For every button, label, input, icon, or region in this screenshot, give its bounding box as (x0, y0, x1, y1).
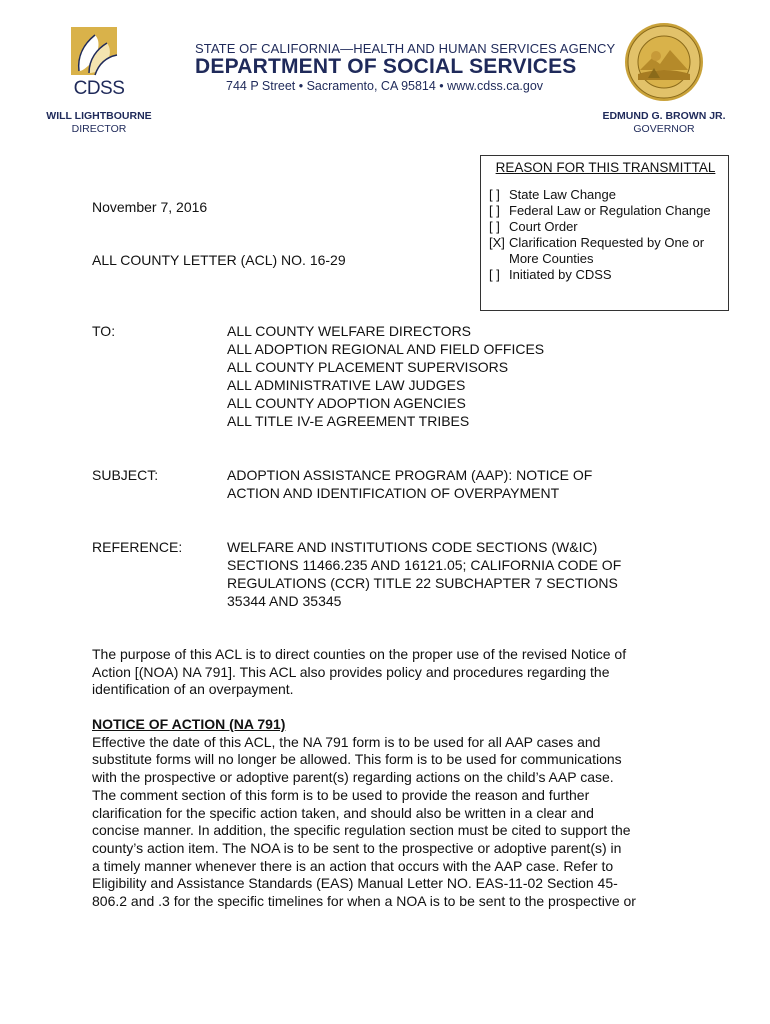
paragraph-line: 806.2 and .3 for the specific timelines for when a NOA is to be sent to the prospective or (92, 893, 636, 910)
to-label: TO: (92, 323, 116, 339)
department-address: 744 P Street • Sacramento, CA 95814 • www.cdss.ca.gov (226, 79, 544, 93)
to-recipients (227, 322, 544, 430)
transmittal-item-label: State Law Change (509, 187, 616, 202)
governor-title: GOVERNOR (633, 123, 695, 135)
paragraph-line: identification of an overpayment. (92, 681, 294, 698)
reference-line: WELFARE AND INSTITUTIONS CODE SECTIONS (W&IC) (227, 539, 598, 555)
checkbox-initiated-cdss: [ ] (489, 267, 500, 282)
notice-section (92, 716, 688, 911)
cdss-figures-icon (65, 25, 133, 77)
reference-text (227, 538, 621, 610)
transmittal-item (489, 219, 722, 235)
recipient-line: ALL ADOPTION REGIONAL AND FIELD OFFICES (227, 341, 545, 357)
paragraph-line: with the prospective or adoptive parent(s) regarding actions on the child’s AAP case. (92, 769, 614, 786)
paragraph-line: The purpose of this ACL is to direct counties on the proper use of the revised Notice of (92, 646, 627, 662)
paragraph-line: Eligibility and Assistance Standards (EAS) Manual Letter NO. EAS-11-02 Section 45- (92, 875, 618, 892)
paragraph-line: The comment section of this form is to be used to provide the reason and further (92, 786, 590, 803)
subject-line: ACTION AND IDENTIFICATION OF OVERPAYMENT (227, 485, 560, 501)
reference-label: REFERENCE: (92, 539, 183, 555)
transmittal-item (489, 267, 722, 283)
california-seal-icon (624, 22, 704, 102)
director-block (44, 110, 154, 136)
recipient-line: ALL TITLE IV-E AGREEMENT TRIBES (227, 413, 470, 429)
checkbox-state-law: [ ] (489, 187, 500, 202)
transmittal-item-label: Court Order (509, 219, 578, 234)
recipient-line: ALL COUNTY PLACEMENT SUPERVISORS (227, 359, 509, 375)
agency-name: STATE OF CALIFORNIA—HEALTH AND HUMAN SERVICES AGENCY (195, 41, 616, 56)
transmittal-item (489, 187, 722, 203)
paragraph-line: Action [(NOA) NA 791]. This ACL also provides policy and procedures regarding the (92, 663, 610, 680)
paragraph-line: concise manner. In addition, the specific regulation section must be cited to support the (92, 822, 631, 839)
subject-line: ADOPTION ASSISTANCE PROGRAM (AAP): NOTICE OF (227, 467, 593, 483)
checkbox-clarification: [X] (489, 235, 505, 250)
paragraph-line: a timely manner whenever there is an action that occurs with the AAP case. Refer to (92, 857, 614, 874)
acl-number: ALL COUNTY LETTER (ACL) NO. 16-29 (92, 252, 346, 268)
reference-line: 35344 AND 35345 (227, 593, 342, 609)
paragraph-line: Effective the date of this ACL, the NA 791 form is to be used for all AAP cases and (92, 733, 601, 750)
logo-text: CDSS (73, 78, 125, 99)
department-name: DEPARTMENT OF SOCIAL SERVICES (195, 55, 577, 78)
checkbox-federal-law: [ ] (489, 203, 500, 218)
governor-block (600, 110, 728, 136)
reference-line: REGULATIONS (CCR) TITLE 22 SUBCHAPTER 7 SECTIONS (227, 575, 618, 591)
transmittal-item (489, 235, 722, 267)
checkbox-court-order: [ ] (489, 219, 500, 234)
subject-label: SUBJECT: (92, 467, 159, 483)
transmittal-item-label: Clarification Requested by One or More Counties (509, 235, 705, 266)
paragraph-line: substitute forms will no longer be allowed. This form is to be used for communications (92, 751, 622, 768)
transmittal-item (489, 203, 722, 219)
director-name: WILL LIGHTBOURNE (46, 110, 152, 122)
recipient-line: ALL COUNTY WELFARE DIRECTORS (227, 323, 472, 339)
letter-date: November 7, 2016 (92, 199, 208, 215)
transmittal-item-label: Initiated by CDSS (509, 267, 612, 282)
transmittal-box (480, 155, 729, 311)
transmittal-title: REASON FOR THIS TRANSMITTAL (495, 160, 716, 175)
recipient-line: ALL ADMINISTRATIVE LAW JUDGES (227, 377, 466, 393)
purpose-paragraph (92, 646, 688, 699)
paragraph-line: clarification for the specific action taken, and should also be written in a clear and (92, 804, 594, 821)
reference-line: SECTIONS 11466.235 AND 16121.05; CALIFORNIA CODE OF (227, 557, 622, 573)
paragraph-line: county’s action item. The NOA is to be sent to the prospective or adoptive parent(s) in (92, 839, 622, 856)
transmittal-item-label: Federal Law or Regulation Change (509, 203, 711, 218)
subject-text (227, 466, 592, 502)
director-title: DIRECTOR (71, 123, 127, 135)
recipient-line: ALL COUNTY ADOPTION AGENCIES (227, 395, 466, 411)
cdss-logo (65, 25, 133, 107)
governor-name: EDMUND G. BROWN JR. (602, 110, 726, 122)
section-heading: NOTICE OF ACTION (NA 791) (92, 716, 286, 732)
state-seal (624, 22, 704, 102)
